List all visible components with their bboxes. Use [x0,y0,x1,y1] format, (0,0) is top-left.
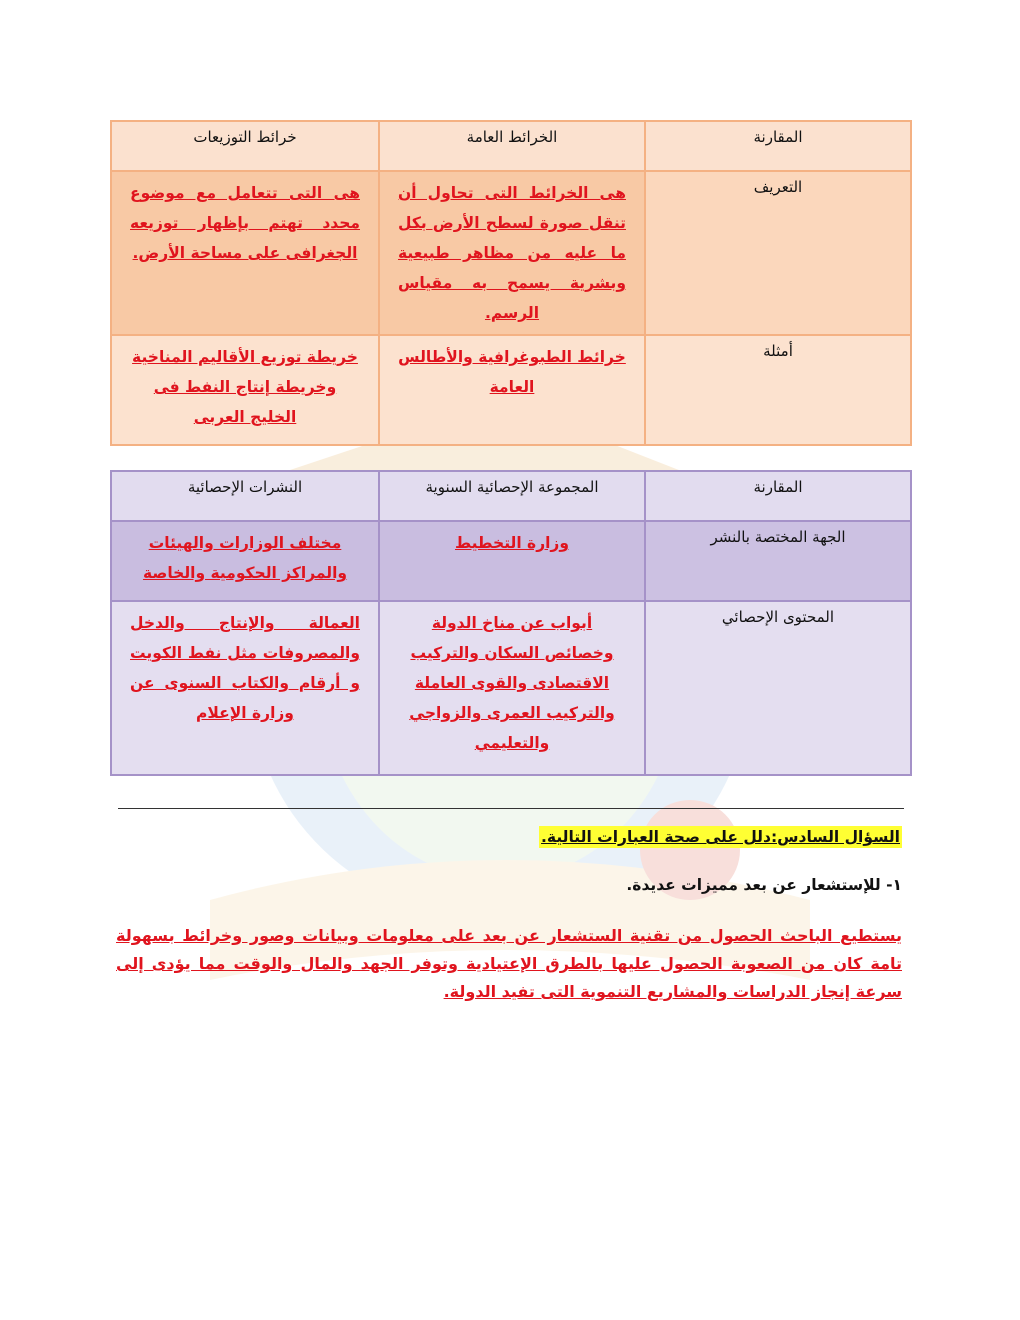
answer-paragraph-1: يستطيع الباحث الحصول من تقنية الستشعار عن بعد على معلومات وبيانات وصور وخرائط بسهولة تامة كان من الصعوبة الحصول عليها بالطرق الإعتيادية وتوفر الجهد والمال والوقت مما يؤدى إلى سرعة إنجاز الدراسات والمشاريع التنموية التى تفيد الدولة. [116,926,902,1001]
cell-general-definition: هى الخرائط التى تحاول أن تنقل صورة لسطح الأرض بكل ما عليه من مظاهر طبيعية وبشرية يسمح به مقياس الرسم. [379,171,645,335]
cell-annual-publisher: وزارة التخطيط [379,521,645,601]
row-label-definition: التعريف [645,171,911,335]
row-label-content: المحتوى الإحصائي [645,601,911,775]
header-comparison: المقارنة [645,121,911,171]
table-row-publisher [111,521,911,601]
cell-annual-content: أبواب عن مناخ الدولة وخصائص السكان والتركيب الاقتصادى والقوى العاملة والتركيب العمرى والزواجي والتعليمي [379,601,645,775]
header-comparison: المقارنة [645,471,911,521]
question-item-1: ١- للإستشعار عن بعد مميزات عديدة. [626,876,902,894]
statistics-comparison-table [110,470,912,776]
cell-distribution-examples: خريطة توزيع الأقاليم المناخية وخريطة إنتاج النفط فى الخليج العربى [111,335,379,445]
table-header-row [111,471,911,521]
cell-bulletins-content: العمالة والإنتاج والدخل والمصروفات مثل نفط الكويت و أرقام والكتاب السنوى عن وزارة الإعلام [111,601,379,775]
cell-general-examples: خرائط الطبوغرافية والأطالس العامة [379,335,645,445]
table-row-examples [111,335,911,445]
cell-distribution-definition: هى التى تتعامل مع موضوع محدد تهتم بإظهار توزيعه الجغرافى على مساحة الأرض. [111,171,379,335]
header-statistical-bulletins: النشرات الإحصائية [111,471,379,521]
header-distribution-maps: خرائط التوزيعات [111,121,379,171]
question-title: السؤال السادس:دلل على صحة العبارات التالية. [541,828,900,846]
table-row-definition [111,171,911,335]
table-row-content [111,601,911,775]
row-label-publisher: الجهة المختصة بالنشر [645,521,911,601]
section-divider [118,808,904,809]
maps-comparison-table [110,120,912,446]
cell-bulletins-publisher: مختلف الوزارات والهيئات والمراكز الحكومية والخاصة [111,521,379,601]
row-label-examples: أمثلة [645,335,911,445]
table-header-row [111,121,911,171]
header-annual-statistics: المجموعة الإحصائية السنوية [379,471,645,521]
header-general-maps: الخرائط العامة [379,121,645,171]
